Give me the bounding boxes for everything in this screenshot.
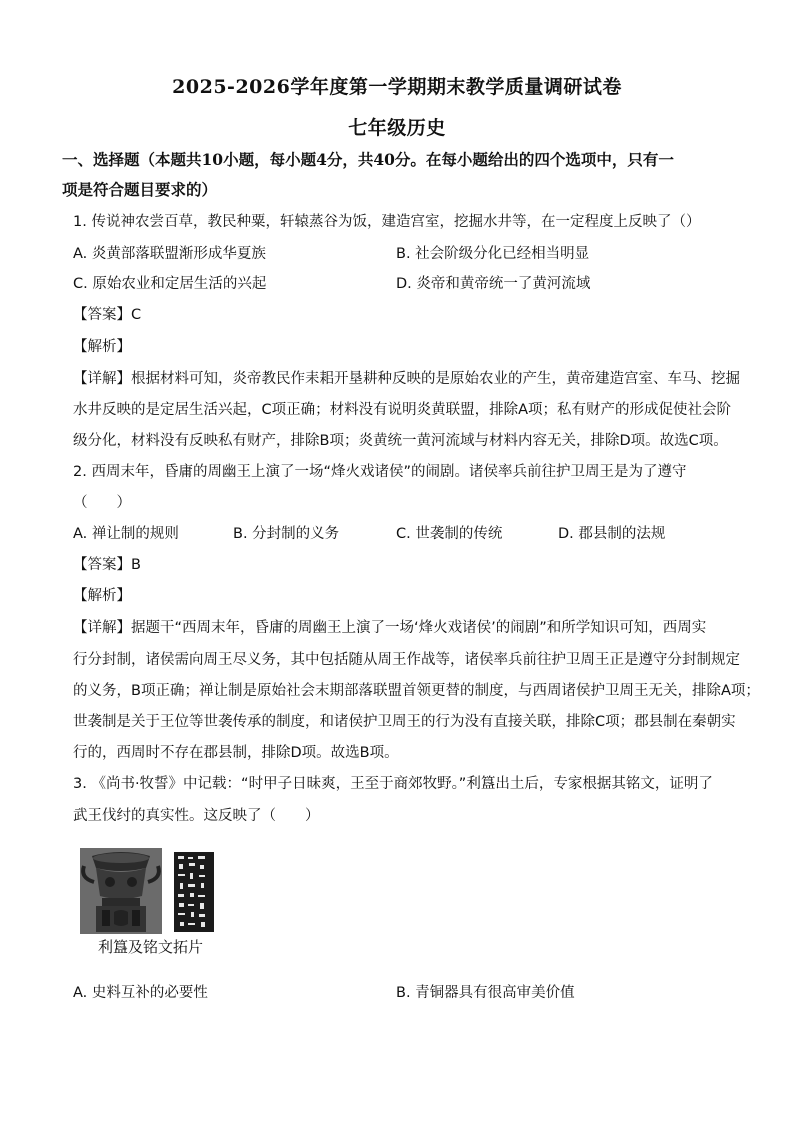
q1-stem: 1. 传说神农尝百草，教民种粟，轩辕蒸谷为饭，建造宫室，挖掘水井等，在一定程度上反映了（） [73,214,701,230]
section-heading-line1: 一、选择题（本题共10小题，每小题4分，共40分。在每小题给出的四个选项中，只有一 [62,150,674,169]
q1-option-a: A. 炎黄部落联盟渐形成华夏族 [73,246,266,262]
q2-detail-line: 的义务，B项正确；禅让制是原始社会末期部落联盟首领更替的制度，与西周诸侯护卫周王无关，排除A项； [73,683,760,699]
q2-option-c: C. 世袭制的传统 [396,526,503,542]
q3-option-a: A. 史料互补的必要性 [73,985,208,1001]
q3-stem-line2: 武王伐纣的真实性。这反映了（ ） [73,808,320,824]
q3-stem-line1: 3. 《尚书·牧誓》中记载：“时甲子日昧爽，王至于商郊牧野。”利簋出土后，专家根据其铭文，证明了 [73,776,713,792]
q2-detail-line: 【详解】据题干“西周末年，昏庸的周幽王上演了一场‘烽火戏诸侯’的闹剧”和所学知识可知，西周实 [73,620,707,636]
q2-option-a: A. 禅让制的规则 [73,526,179,542]
section-heading-line2: 项是符合题目要求的） [62,180,218,199]
figure-caption: 利簋及铭文拓片 [98,938,204,956]
q1-detail-line: 水井反映的是定居生活兴起，C项正确；材料没有说明炎黄联盟，排除A项；私有财产的形成促使社会阶 [73,402,732,418]
q2-stem-line1: 2. 西周末年，昏庸的周幽王上演了一场“烽火戏诸侯”的闹剧。诸侯率兵前往护卫周王是为了遵守 [73,464,687,480]
q2-answer: 【答案】B [73,557,141,573]
q1-option-d: D. 炎帝和黄帝统一了黄河流域 [396,276,591,292]
q2-detail-line: 行分封制，诸侯需向周王尽义务，其中包括随从周王作战等，诸侯率兵前往护卫周王正是遵守分封制规定 [73,652,740,668]
q1-detail-line: 【详解】根据材料可知，炎帝教民作耒耜开垦耕种反映的是原始农业的产生，黄帝建造宫室、车马、挖掘 [73,371,740,387]
q1-detail-line: 级分化，材料没有反映私有财产，排除B项；炎黄统一黄河流域与材料内容无关，排除D项。故选C项。 [73,433,728,449]
q1-analysis-label: 【解析】 [73,339,131,355]
q2-option-b: B. 分封制的义务 [233,526,340,542]
exam-subject: 七年级历史 [348,117,446,139]
q1-option-b: B. 社会阶级分化已经相当明显 [396,246,590,262]
q2-detail-line: 世袭制是关于王位等世袭传承的制度，和诸侯护卫周王的行为没有直接关联，排除C项；郡县制在秦朝实 [73,714,736,730]
q1-option-c: C. 原始农业和定居生活的兴起 [73,276,267,292]
li-gui-bronze-figure [80,848,220,936]
q2-detail-line: 行的，西周时不存在郡县制，排除D项。故选B项。 [73,745,399,761]
li-gui-image [80,848,220,936]
q2-option-d: D. 郡县制的法规 [558,526,666,542]
q2-analysis-label: 【解析】 [73,588,131,604]
exam-title: 2025-2026学年度第一学期期末教学质量调研试卷 [172,76,622,98]
q3-option-b: B. 青铜器具有很高审美价值 [396,985,575,1001]
q2-stem-line2: （ ） [73,495,131,511]
q1-answer: 【答案】C [73,307,142,323]
